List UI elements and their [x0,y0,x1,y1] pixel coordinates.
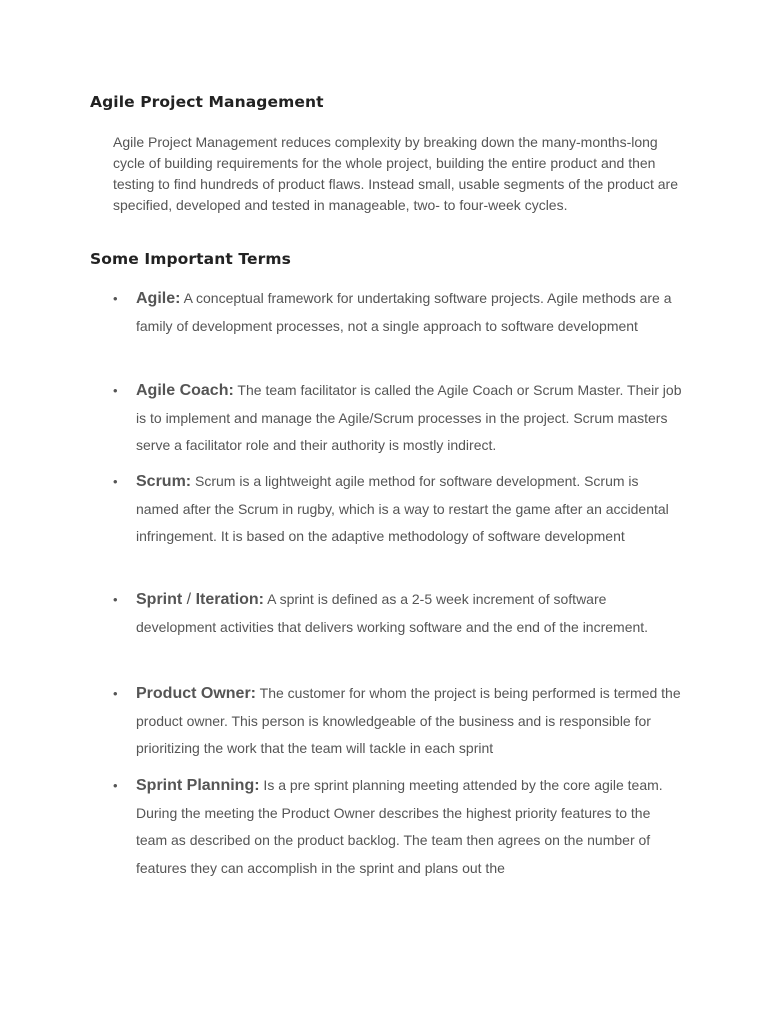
term-item-sprint-iteration [113,586,684,641]
bullet-icon: • [113,474,118,489]
intro-paragraph: Agile Project Management reduces complexity by breaking down the many-months-long cycle of building requirements for the whole project, building the entire product and then testing to find hundreds of product flaws. Instead small, usable segments of the product are specified, developed and tested in manageable, two- to four-week cycles. [113,134,678,213]
term-definition: A sprint is defined as a 2-5 week increment of software development activities that delivers working software and the end of the increment. [136,591,649,635]
document-title: Agile Project Management [90,93,324,111]
bullet-icon: • [113,778,118,793]
term-name: Agile: [136,290,181,307]
terms-heading: Some Important Terms [90,250,291,268]
term-name: Scrum: [136,473,192,490]
term-name: Agile Coach: [136,382,234,399]
term-name: Sprint Planning: [136,777,260,794]
bullet-icon: • [113,383,118,398]
bullet-icon: • [113,686,118,701]
bullet-icon: • [113,291,118,306]
term-name: Product Owner: [136,685,257,702]
term-definition: Is a pre sprint planning meeting attended by the core agile team. During the meeting the Product Owner describes the highest priority features to the team as described on the product backlog. The team then agrees on the number of features they can accomplish in the sprint and plans out the [136,777,663,876]
term-name-separator: / [182,591,196,608]
term-definition: A conceptual framework for undertaking software projects. Agile methods are a family of development processes, not a single approach to software development [136,290,672,334]
term-item-sprint-planning [113,772,684,882]
term-item-agile-coach [113,377,684,460]
term-name-part1: Sprint [136,591,183,608]
term-definition: The team facilitator is called the Agile Coach or Scrum Master. Their job is to implement and manage the Agile/Scrum processes in the project. Scrum masters serve a facilitator role and their authority is mostly indirect. [136,382,682,453]
bullet-icon: • [113,592,118,607]
term-definition: Scrum is a lightweight agile method for software development. Scrum is named after the Scrum in rugby, which is a way to restart the game after an accidental infringement. It is based on the adaptive methodology of software development [136,473,669,544]
term-item-product-owner [113,680,684,763]
term-item-agile [113,285,684,340]
term-item-scrum [113,468,684,551]
term-definition: The customer for whom the project is being performed is termed the product owner. This person is knowledgeable of the business and is responsible for prioritizing the work that the team will tackle in each sprint [136,685,681,756]
term-name-part2: Iteration: [195,591,265,608]
